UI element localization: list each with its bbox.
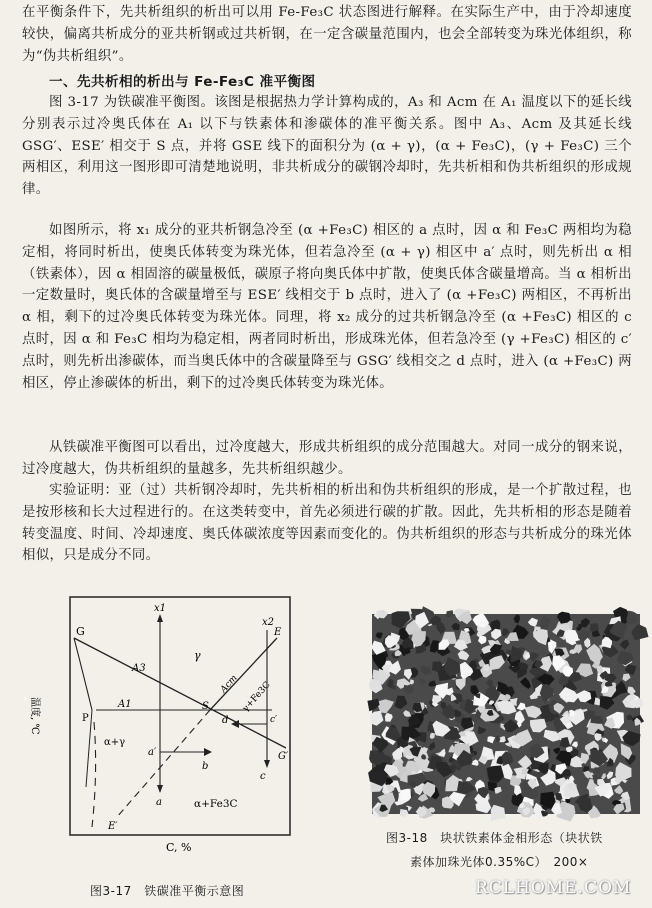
- paragraph-diagram-description: 图 3-17 为铁碳准平衡图。该图是根据热力学计算构成的，A₃ 和 Acm 在 A₁ 温度以下的延长线分别表示过冷奥氏体在 A₁ 以下与铁素体和渗碳体的准平衡关系。图中 A₃、Acm 及其延长线 GSG′、ESE′ 相交于 S 点，并将 GSE 线下的面积分为 (α + γ)，(α + Fe₃C)，(γ + Fe₃C) 三个两相区，利用这一图形即可清楚地说明，非共析成分的碳钢冷却时，先共析相和伪共析组织的形成规律。: [22, 95, 632, 198]
- arrowhead-x1-bottom: [157, 785, 163, 793]
- label-Acm: Acm: [218, 673, 240, 696]
- label-c: c: [260, 771, 266, 782]
- label-G: G: [76, 625, 85, 638]
- label-G-prime: G′: [278, 751, 289, 762]
- iron-carbon-quasi-equilibrium-diagram: [29, 597, 302, 865]
- label-a-prime: a′: [148, 747, 157, 758]
- figure-17-caption: 图3-17 铁碳准平衡示意图: [90, 884, 245, 898]
- grain: [399, 789, 411, 801]
- label-P: P: [82, 713, 89, 724]
- label-b: b: [202, 761, 209, 772]
- figure-18-caption-line1: 图3-18 块状铁素体金相形态（块状铁: [386, 831, 603, 845]
- label-gamma: γ: [194, 649, 201, 662]
- label-alpha-gamma: α+γ: [104, 737, 126, 748]
- p-dashed-curve: [92, 722, 96, 827]
- label-E-prime: E′: [108, 821, 118, 832]
- label-c-prime: c′: [270, 715, 278, 725]
- label-x2: x2: [262, 617, 275, 628]
- label-x1: x1: [154, 603, 167, 614]
- y-axis-label: 温度, ℃: [29, 697, 40, 735]
- label-A1: A1: [118, 699, 132, 710]
- x-axis-label: C, %: [166, 841, 192, 854]
- label-gamma-fe3c: γ+Fe3C: [240, 680, 273, 715]
- arrowhead-b: [204, 748, 212, 756]
- watermark: RCLHOME.COM: [475, 878, 632, 898]
- gp-curve: [74, 638, 92, 710]
- arrowhead-x2-bottom: [264, 760, 270, 768]
- paragraph-intro: 在平衡条件下，先共析组织的析出可以用 Fe-Fe₃C 状态图进行解释。在实际生产中，由于冷却速度较快，偏离共析成分的亚共析钢或过共析钢，在一定含碳量范围内，也会全部转变为珠光体组织，称为“伪共析组织”。: [22, 5, 632, 64]
- label-A3: A3: [132, 663, 146, 674]
- paragraph-cooling-explanation: 如图所示，将 x₁ 成分的亚共析钢急冷至 (α +Fe₃C) 相区的 a 点时，因 α 和 Fe₃C 两相均为稳定相，将同时析出，使奥氏体转变为珠光体，但若急冷至 (α + γ) 相区中 a′ 点时，则先析出 α 相（铁素体），因 α 相固溶的碳量极低，碳原子将向奥氏体中扩散，使奥氏体含碳量增高。当 α 相析出一定数量时，奥氏体的含碳量增至与 ESE′ 线相交于 b 点时，进入了 (α +Fe₃C) 两相区，不再析出 α 相，剩下的过冷奥氏体转变为珠光体。同理，将 x₂ 成分的过共析钢急冷至 (α +Fe₃C) 相区的 c 点时，因 α 和 Fe₃C 相均为稳定相，两者同时析出，形成珠光体，但若急冷至 (γ +Fe₃C) 相区的 c′ 点时，则先析出渗碳体，而当奥氏体中的含碳量降至与 GSG′ 线相交之 d 点时，进入 (α +Fe₃C) 两相区，停止渗碳体的析出，剩下的过冷奥氏体转变为珠光体。: [22, 223, 632, 391]
- label-a: a: [156, 797, 162, 808]
- section-heading: 一、先共析相的析出与 Fe-Fe₃C 准平衡图: [49, 74, 316, 90]
- diagram-frame: [70, 597, 290, 835]
- paragraph-experiment: 实验证明：亚（过）共析钢冷却时，先共析相的析出和伪共析组织的形成，是一个扩散过程，也是按形核和长大过程进行的。在这类转变中，首先必须进行碳的扩散。因此，先共析相的形态是随着转变温度、时间、冷却速度、奥氏体碳浓度等因素而变化的。伪共析组织的形态与共析成分的珠光体相似，只是成分不同。: [22, 483, 632, 564]
- label-d: d: [222, 715, 229, 726]
- paragraph-undercooling: 从铁碳准平衡图可以看出，过冷度越大，形成共析组织的成分范围越大。对同一成分的钢来说，过冷度越大，伪共析组织的量越多，先共析组织越少。: [22, 440, 632, 477]
- label-E: E: [274, 627, 282, 638]
- figure-18-caption-line2: 素体加珠光体0.35%C） 200×: [410, 855, 589, 869]
- micrograph-image: [372, 614, 640, 814]
- label-S: S: [202, 701, 209, 712]
- arrowhead-x1-top: [157, 614, 163, 622]
- label-alpha-fe3c: α+Fe3C: [194, 798, 238, 810]
